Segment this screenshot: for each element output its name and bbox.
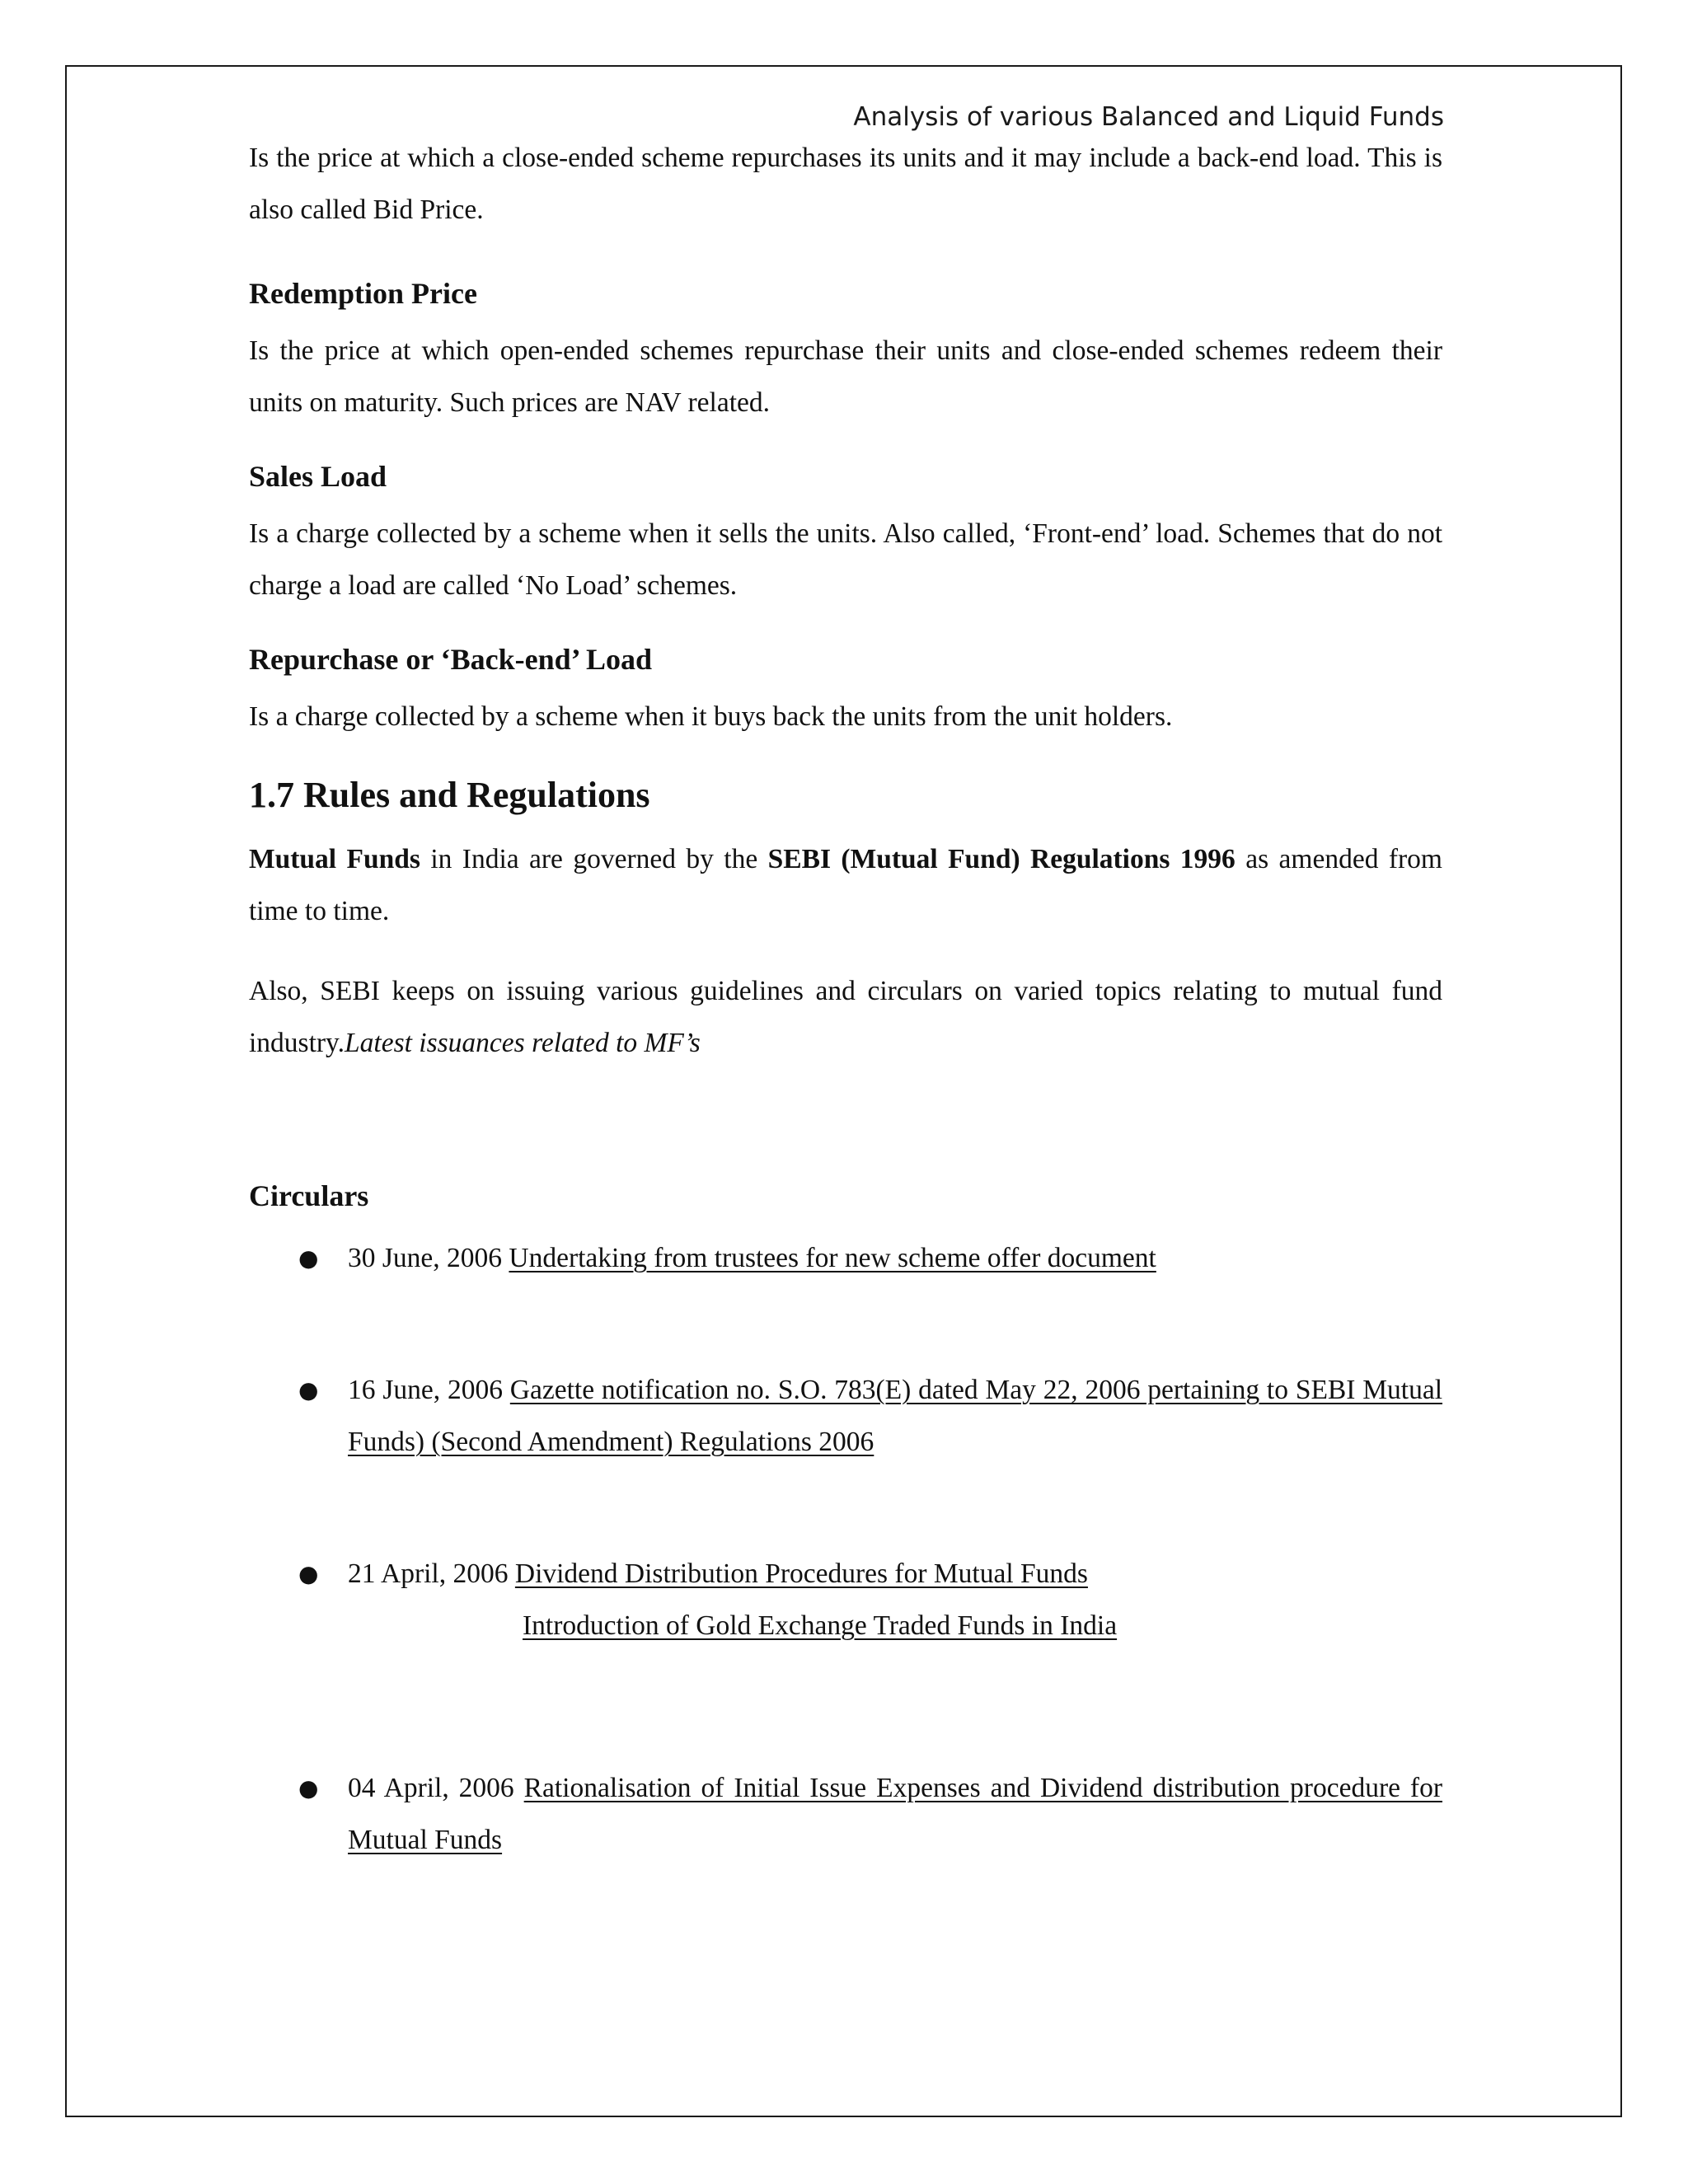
mutual-funds-bold: Mutual Funds xyxy=(249,844,420,874)
circular-item xyxy=(249,1364,1442,1468)
bullet-icon: ● xyxy=(298,1376,319,1404)
circular-date: 30 June, 2006 xyxy=(348,1243,503,1273)
circular-link[interactable]: Undertaking from trustees for new scheme offer document xyxy=(509,1243,1156,1273)
document-body xyxy=(249,132,1442,1866)
sales-load-heading: Sales Load xyxy=(249,460,387,493)
repurchase-load-paragraph: Is a charge collected by a scheme when it buys back the units from the unit holders. xyxy=(249,701,1173,732)
circulars-heading: Circulars xyxy=(249,1179,369,1212)
rules-text-3: Also, SEBI keeps on issuing various guidelines and circulars on varied topics relating to mutual fund industry. xyxy=(249,976,1442,1058)
circular-date: 16 June, 2006 xyxy=(348,1375,503,1405)
latest-issuances-italic: Latest issuances related to MF’s xyxy=(345,1028,701,1058)
circular-link[interactable]: Dividend Distribution Procedures for Mutual Funds xyxy=(514,1558,1088,1589)
sales-load-paragraph: Is a charge collected by a scheme when it sells the units. Also called, ‘Front-end’ load. Schemes that do not charge a load are called ‘No Load’ schemes. xyxy=(249,518,1442,601)
circular-link[interactable]: Gazette notification no. S.O. 783(E) dated May 22, 2006 pertaining to SEBI Mutual Funds) (Second Amendment) Regulations 2006 xyxy=(348,1375,1443,1457)
sebi-regulations-bold: SEBI (Mutual Fund) Regulations 1996 xyxy=(767,844,1236,874)
rules-text-2: as amended from time to time. xyxy=(249,844,1442,926)
bullet-icon: ● xyxy=(298,1774,319,1802)
intro-paragraph: Is the price at which a close-ended scheme repurchases its units and it may include a back-end load. This is also called Bid Price. xyxy=(249,143,1442,225)
running-header: Analysis of various Balanced and Liquid Funds xyxy=(853,102,1444,132)
rules-paragraph-1 xyxy=(249,833,1442,937)
repurchase-load-heading: Repurchase or ‘Back-end’ Load xyxy=(249,643,653,676)
redemption-price-paragraph: Is the price at which open-ended schemes repurchase their units and close-ended schemes redeem their units on maturity. Such prices are NAV related. xyxy=(249,335,1442,418)
circular-link[interactable]: Rationalisation of Initial Issue Expenses and Dividend distribution procedure for Mutual Funds xyxy=(348,1773,1442,1855)
circular-date: 21 April, 2006 xyxy=(348,1558,509,1589)
circular-item xyxy=(249,1762,1442,1866)
rules-paragraph-2 xyxy=(249,965,1442,1069)
circular-item xyxy=(249,1548,1442,1652)
circular-date: 04 April, 2006 xyxy=(348,1773,514,1803)
rules-text-1: in India are governed by the xyxy=(420,844,768,874)
circular-subline xyxy=(348,1600,1442,1652)
redemption-price-heading: Redemption Price xyxy=(249,277,477,310)
bullet-icon: ● xyxy=(298,1560,319,1587)
circular-item xyxy=(249,1232,1442,1284)
bullet-icon: ● xyxy=(298,1244,319,1272)
rules-regulations-heading: 1.7 Rules and Regulations xyxy=(249,775,650,815)
circulars-list xyxy=(249,1232,1442,1866)
circular-link-secondary[interactable]: Introduction of Gold Exchange Traded Funds in India xyxy=(523,1610,1118,1641)
